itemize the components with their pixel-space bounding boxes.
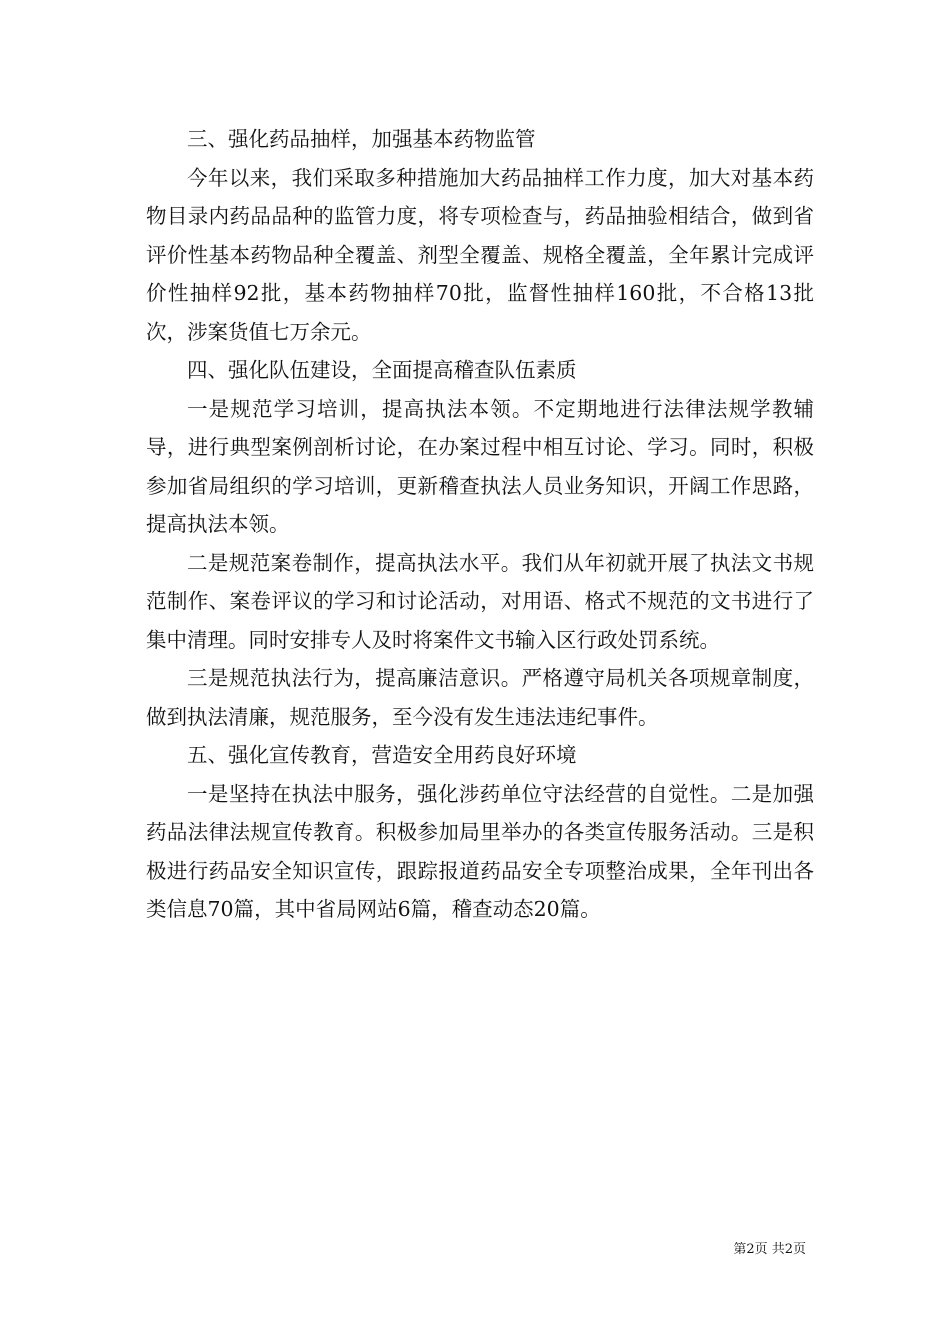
paragraph-publicity: 一是坚持在执法中服务，强化涉药单位守法经营的自觉性。二是加强药品法律法规宣传教育。积极参加局里举办的各类宣传服务活动。三是积极进行药品安全知识宣传，跟踪报道药品安全专项整治成果，全年刊出各类信息70篇，其中省局网站6篇，稽查动态20篇。 bbox=[146, 781, 814, 921]
paragraph-drug-sampling: 今年以来，我们采取多种措施加大药品抽样工作力度，加大对基本药物目录内药品品种的监管力度，将专项检查与，药品抽验相结合，做到省评价性基本药物品种全覆盖、剂型全覆盖、规格全覆盖，全年累计完成评价性抽样92批，基本药物抽样70批，监督性抽样160批，不合格13批次，涉案货值七万余元。 bbox=[146, 165, 814, 344]
paragraph-training: 一是规范学习培训，提高执法本领。不定期地进行法律法规学教辅导，进行典型案例剖析讨论，在办案过程中相互讨论、学习。同时，积极参加省局组织的学习培训，更新稽查执法人员业务知识，开阔工作思路，提高执法本领。 bbox=[146, 396, 814, 536]
section-heading-3: 三、强化药品抽样，加强基本药物监管 bbox=[187, 127, 536, 151]
section-heading-4: 四、强化队伍建设，全面提高稽查队伍素质 bbox=[187, 358, 577, 382]
section-heading-5: 五、强化宣传教育，营造安全用药良好环境 bbox=[187, 743, 577, 767]
paragraph-case-files: 二是规范案卷制作，提高执法水平。我们从年初就开展了执法文书规范制作、案卷评议的学习和讨论活动，对用语、格式不规范的文书进行了集中清理。同时安排专人及时将案件文书输入区行政处罚系统。 bbox=[146, 550, 814, 652]
page-number-footer: 第2页 共2页 bbox=[733, 1242, 806, 1257]
document-body bbox=[146, 120, 814, 929]
paragraph-enforcement-conduct: 三是规范执法行为，提高廉洁意识。严格遵守局机关各项规章制度，做到执法清廉，规范服务，至今没有发生违法违纪事件。 bbox=[146, 666, 814, 729]
